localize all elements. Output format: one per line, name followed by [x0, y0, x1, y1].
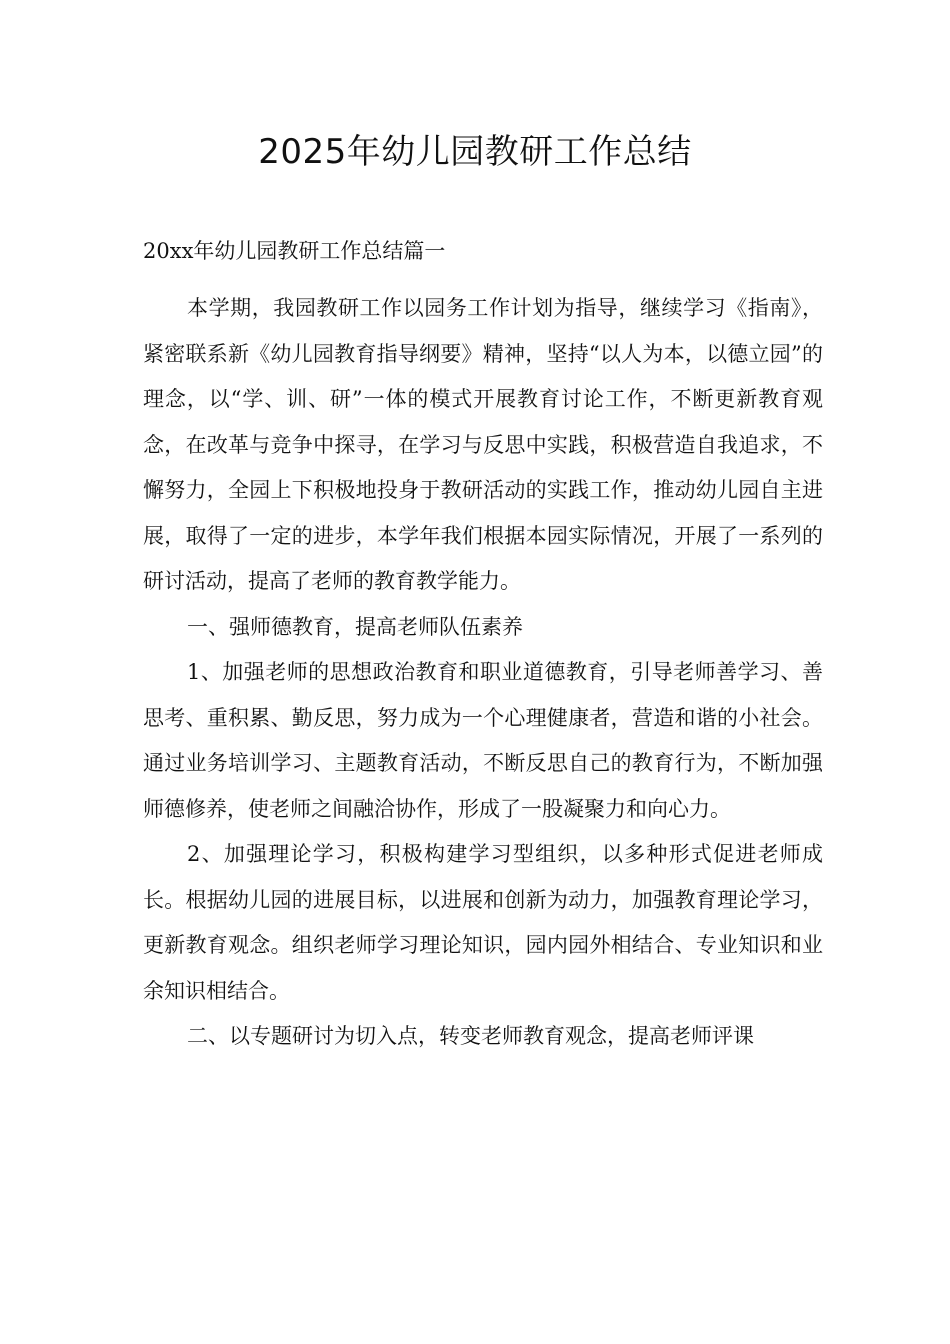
paragraph-item-2: 2、加强理论学习，积极构建学习型组织，以多种形式促进老师成长。根据幼儿园的进展目标，以进展和创新为动力，加强教育理论学习，更新教育观念。组织老师学习理论知识，园内园外相结合、专业知识和业余知识相结合。: [143, 842, 823, 1003]
paragraph-intro: 本学期，我园教研工作以园务工作计划为指导，继续学习《指南》，紧密联系新《幼儿园教育指导纲要》精神，坚持“以人为本，以德立园”的理念，以“学、训、研”一体的模式开展教育讨论工作，不断更新教育观念，在改革与竞争中探寻，在学习与反思中实践，积极营造自我追求，不懈努力，全园上下积极地投身于教研活动的实践工作，推动幼儿园自主进展，取得了一定的进步，本学年我们根据本园实际情况，开展了一系列的研讨活动，提高了老师的教育教学能力。: [143, 296, 823, 593]
paragraph-item-1: 1、加强老师的思想政治教育和职业道德教育，引导老师善学习、善思考、重积累、勤反思，努力成为一个心理健康者，营造和谐的小社会。通过业务培训学习、主题教育活动，不断反思自己的教育行为，不断加强师德修养，使老师之间融洽协作，形成了一股凝聚力和向心力。: [143, 660, 823, 821]
section-subtitle: 20xx年幼儿园教研工作总结篇一: [143, 239, 446, 263]
section-heading-2: 二、以专题研讨为切入点，转变老师教育观念，提高老师评课: [187, 1024, 754, 1048]
document-body: [143, 286, 823, 1060]
document-title: 2025年幼儿园教研工作总结: [258, 132, 692, 172]
section-heading-1: 一、强师德教育，提高老师队伍素养: [187, 614, 523, 639]
